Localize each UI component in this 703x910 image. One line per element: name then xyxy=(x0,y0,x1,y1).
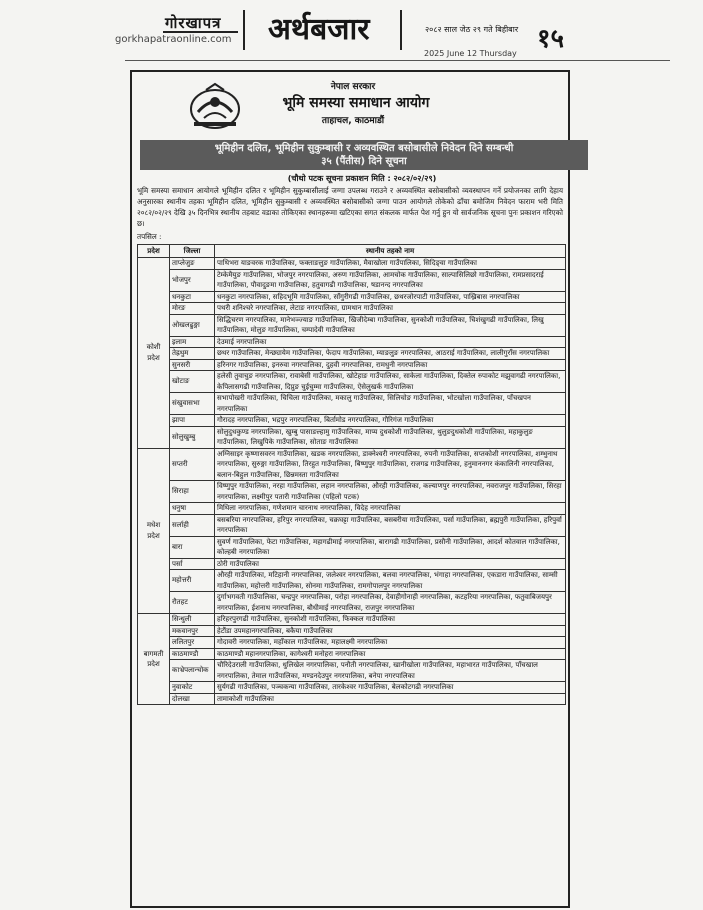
local-level-cell: धनकुटा नगरपालिका, सहिदभूमि गाउँपालिका, साँगुरीगढी गाउँपालिका, छथरजोरपाटी गाउँपालिका, पाख्रिबास नगरपालिका xyxy=(215,291,566,303)
local-level-cell: सुर्यगढी गाउँपालिका, पञ्चकन्या गाउँपालिका, तारकेश्वर गाउँपालिका, बेलकोटगढी नगरपालिका xyxy=(215,682,566,694)
table-row xyxy=(138,415,566,427)
district-cell: सर्लाही xyxy=(170,514,215,536)
local-level-cell: औरही गाउँपालिका, मटिहानी नगरपालिका, जलेश्वर नगरपालिका, बलवा नगरपालिका, भंगाहा नगरपालिका, एकडारा गाउँपालिका, साम्सी गाउँपालिका, महोत्तरी गाउँपालिका, सोनमा गाउँपालिका, रामगोपालपुर नगरपालिका xyxy=(215,570,566,592)
commission-address: ताहाचल, काठमाडौं xyxy=(321,116,385,126)
district-cell: संखुवासभा xyxy=(170,393,215,415)
district-cell: बारा xyxy=(170,536,215,558)
table-row xyxy=(138,682,566,694)
headline-line: ३५ (पैंतीस) दिने सूचना xyxy=(321,156,407,167)
local-level-cell: हलेसी तुवाचुङ नगरपालिका, रावाबेसी गाउँपालिका, खोटेहाङ गाउँपालिका, साकेला गाउँपालिका, दिक्तेल रुपाकोट मझुवागढी नगरपालिका, केपिलासगढी गाउँपालिका, दिप्रुङ चुईचुम्मा गाउँपालिका, ऐसेलुखर्क गाउँपालिका xyxy=(215,371,566,393)
headline-line: भूमिहीन दलित, भूमिहीन सुकुम्बासी र अव्यवस्थित बसोबासीले निवेदन दिने सम्बन्धी xyxy=(214,143,514,154)
column-header: जिल्ला xyxy=(170,245,215,258)
masthead-divider xyxy=(400,10,402,50)
district-cell: सुनसरी xyxy=(170,359,215,371)
district-cell: धनकुटा xyxy=(170,291,215,303)
table-row xyxy=(138,348,566,360)
table-row xyxy=(138,291,566,303)
province-cell: मधेश प्रदेश xyxy=(138,448,170,614)
newspaper-name: गोरखापत्र xyxy=(165,14,222,32)
district-cell: रौतहट xyxy=(170,592,215,614)
province-cell: बागमती प्रदेश xyxy=(138,614,170,705)
local-level-cell: सोलुदुधकुण्ड नगरपालिका, खुम्बु पासाङल्हामु गाउँपालिका, माप्य दुधकोशी गाउँपालिका, थुलुङदुधकोशी गाउँपालिका, महाकुलुङ गाउँपालिका, लिखुपिके गाउँपालिका, सोताङ गाउँपालिका xyxy=(215,426,566,448)
local-level-cell: तामाकोशी गाउँपालिका xyxy=(215,693,566,705)
local-level-cell: मिथिला नगरपालिका, गणेशमान चारनाथ नगरपालिका, विदेह नगरपालिका xyxy=(215,503,566,515)
district-cell: झापा xyxy=(170,415,215,427)
local-level-cell: सभापोखरी गाउँपालिका, चिचिला गाउँपालिका, मकालु गाउँपालिका, सिलिचोङ गाउँपालिका, भोटखोला गाउँपालिका, पाँचखपन नगरपालिका xyxy=(215,393,566,415)
local-level-cell: छथर गाउँपालिका, मेन्छ्यायेम गाउँपालिका, फेदाप गाउँपालिका, म्याङलुङ नगरपालिका, आठराई गाउँपालिका, लालीगुराँस नगरपालिका xyxy=(215,348,566,360)
district-cell: भोजपुर xyxy=(170,269,215,291)
district-cell: मकवानपुर xyxy=(170,625,215,637)
table-row xyxy=(138,336,566,348)
district-cell: महोत्तरी xyxy=(170,570,215,592)
district-cell: ताप्लेजुङ xyxy=(170,258,215,270)
table-row xyxy=(138,481,566,503)
table-row xyxy=(138,693,566,705)
table-row xyxy=(138,269,566,291)
table-row xyxy=(138,303,566,315)
table-row xyxy=(138,660,566,682)
table-row xyxy=(138,359,566,371)
newspaper-website: gorkhapatraonline.com xyxy=(115,34,232,45)
district-cell: दोलखा xyxy=(170,693,215,705)
local-levels-table xyxy=(137,244,566,705)
section-title: अर्थबजार xyxy=(268,12,370,47)
intro-paragraph: भूमि समस्या समाधान आयोगले भूमिहीन दलित र भूमिहीन सुकुम्बासीलाई जग्गा उपलब्ध गराउने र अव्यवस्थित बसोबासीको व्यवस्थापन गर्ने प्रयोजनका लागि देहाय अनुसारका स्थानीय तहका भूमिहीन दलित, भूमिहीन सुकुम्बासी र अव्यवस्थित बसोबासीको जग्गा पाउन आयोगले तोकेको ढाँचा बमोजिम निवेदन फाराम भरी मिति २०८२/०२/२९ देखि ३५ दिनभित्र स्थानीय तहबाट वडाका तोकिएका स्थानहरूमा खटिएका सगत संकलक मार्फत पेश गर्नु हुन यो सार्वजनिक सूचना पुनः प्रकाशन गरिएको छ। xyxy=(137,186,563,228)
table-row xyxy=(138,314,566,336)
district-cell: काठमाण्डौ xyxy=(170,648,215,660)
district-cell: काभ्रेपलान्चोक xyxy=(170,660,215,682)
table-row xyxy=(138,648,566,660)
table-row xyxy=(138,614,566,626)
district-cell: पर्सा xyxy=(170,558,215,570)
local-level-cell: अग्निसाइर कृष्णासवरन गाउँपालिका, खडक नगरपालिका, डाक्नेश्वरी नगरपालिका, रुपनी गाउँपालिका, सप्तकोशी नगरपालिका, शम्भुनाथ नगरपालिका, सुरुङ्गा गाउँपालिका, तिरहुत गाउँपालिका, बिष्णुपुर गाउँपालिका, राजगढ गाउँपालिका, हनुमाननगर कंकालिनी नगरपालिका, बलान-बिहुल गाउँपालिका, छिन्नमस्ता गाउँपालिका xyxy=(215,448,566,481)
masthead-rule xyxy=(125,60,670,61)
table-row xyxy=(138,393,566,415)
government-name: नेपाल सरकार xyxy=(330,82,376,92)
local-level-cell: सुवर्ण गाउँपालिका, फेटा गाउँपालिका, महागढीमाई नगरपालिका, बारागढी गाउँपालिका, प्रसौनी गाउँपालिका, आदर्श कोतवाल गाउँपालिका, कोल्हबी नगरपालिका xyxy=(215,536,566,558)
local-level-cell: देउमाई नगरपालिका xyxy=(215,336,566,348)
table-row xyxy=(138,503,566,515)
local-level-cell: बसबरिया नगरपालिका, हरिपुर नगरपालिका, चक्रघट्टा गाउँपालिका, बसबरीया गाउँपालिका, पर्सा गाउँपालिका, ब्रह्मपुरी गाउँपालिका, हरिपुर्वा नगरपालिका xyxy=(215,514,566,536)
table-row xyxy=(138,592,566,614)
schedule-label: तपसिल : xyxy=(137,232,162,241)
local-level-cell: विष्णुपुर गाउँपालिका, नरहा गाउँपालिका, लहान नगरपालिका, औरही गाउँपालिका, कल्याणपुर नगरपालिका, नवराजपुर गाउँपालिका, सिरहा नगरपालिका, लक्ष्मीपुर पतारी गाउँपालिका (पहिलो पटक) xyxy=(215,481,566,503)
district-cell: ओखलढुङ्गा xyxy=(170,314,215,336)
commission-name: भूमि समस्या समाधान आयोग xyxy=(282,95,430,111)
table-row xyxy=(138,625,566,637)
district-cell: इलाम xyxy=(170,336,215,348)
district-cell: खोटाङ xyxy=(170,371,215,393)
local-level-cell: पथरी शनिश्चरे नगरपालिका, लेटाङ नगरपालिका, ग्रामथान गाउँपालिका xyxy=(215,303,566,315)
local-level-cell: सिद्धिचरण नगरपालिका, मानेभञ्ज्याङ गाउँपालिका, खिजीदेम्बा गाउँपालिका, सुनकोशी गाउँपालिका, चिशंखुगढी गाउँपालिका, लिखु गाउँपालिका, मोलुङ गाउँपालिका, चम्पादेवी गाउँपालिका xyxy=(215,314,566,336)
district-cell: सोलुखुम्बु xyxy=(170,426,215,448)
table-row xyxy=(138,570,566,592)
district-cell: धनुषा xyxy=(170,503,215,515)
table-row xyxy=(138,448,566,481)
masthead-divider xyxy=(243,10,245,50)
district-cell: ललितपुर xyxy=(170,637,215,649)
page-number: १५ xyxy=(537,24,565,54)
district-cell: मोरङ xyxy=(170,303,215,315)
brand-rule xyxy=(163,31,238,33)
table-row xyxy=(138,426,566,448)
table-row xyxy=(138,514,566,536)
local-level-cell: गोदावरी नगरपालिका, महाँकाल गाउँपालिका, महालक्ष्मी नगरपालिका xyxy=(215,637,566,649)
date-nepali: २०८२ साल जेठ २९ गते बिहीबार xyxy=(425,25,519,34)
table-row xyxy=(138,536,566,558)
date-english: 2025 June 12 Thursday xyxy=(424,49,517,58)
district-cell: सप्तरी xyxy=(170,448,215,481)
notice-headline xyxy=(140,140,588,170)
local-level-cell: दुर्गाभगवती गाउँपालिका, चन्द्रपुर नगरपालिका, परोहा नगरपालिका, देवाहीगोनाही नगरपालिका, कटहरिया नगरपालिका, फतुवाबिजयपुर नगरपालिका, ईशनाथ नगरपालिका, बौधीमाई नगरपालिका, राजपुर नगरपालिका xyxy=(215,592,566,614)
local-level-cell: पाथिभरा याङवरक गाउँपालिका, फक्ताङलुङ गाउँपालिका, मैवाखोला गाउँपालिका, सिदिङ्वा गाउँपालिका xyxy=(215,258,566,270)
column-header: प्रदेश xyxy=(138,245,170,258)
local-level-cell: चौरिदेउराली गाउँपालिका, धुलिखेल नगरपालिका, पनौती नगरपालिका, खानीखोला गाउँपालिका, महाभारत गाउँपालिका, पाँचखाल नगरपालिका, तेमाल गाउँपालिका, मण्डनदेउपुर नगरपालिका, बनेपा नगरपालिका xyxy=(215,660,566,682)
local-level-cell: ठोरी गाउँपालिका xyxy=(215,558,566,570)
table-row xyxy=(138,258,566,270)
local-level-cell: हेटौंडा उपमहानगरपालिका, बकैया गाउँपालिका xyxy=(215,625,566,637)
district-cell: सिराहा xyxy=(170,481,215,503)
district-cell: तेह्रथुम xyxy=(170,348,215,360)
local-level-cell: हरिहरपुरगढी गाउँपालिका, सुनकोशी गाउँपालिका, फिक्कल गाउँपालिका xyxy=(215,614,566,626)
publication-date: (चौथो पटक सूचना प्रकाशन मिति : २०८२/०२/२९) xyxy=(287,174,437,183)
district-cell: सिन्धुली xyxy=(170,614,215,626)
table-row xyxy=(138,558,566,570)
government-emblem-icon xyxy=(186,82,244,132)
province-cell: कोशी प्रदेश xyxy=(138,258,170,449)
local-level-cell: गौरादह नगरपालिका, भद्रपुर नगरपालिका, बिर्तामोड नगरपालिका, गौरिगंज गाउँपालिका xyxy=(215,415,566,427)
local-level-cell: टेम्केमैयुङ गाउँपालिका, भोजपुर नगरपालिका, अरुण गाउँपालिका, आमचोक गाउँपालिका, साल्पासिलिछो गाउँपालिका, रामप्रसादराई गाउँपालिका, पौवादुङमा गाउँपालिका, हतुवागढी गाउँपालिका, षडानन्द नगरपालिका xyxy=(215,269,566,291)
table-header-row xyxy=(138,245,566,258)
table-row xyxy=(138,371,566,393)
table-body xyxy=(138,258,566,705)
local-level-cell: हरिनगर गाउँपालिका, इनरुवा नगरपालिका, दुहवी नगरपालिका, रामधुनी नगरपालिका xyxy=(215,359,566,371)
column-header: स्थानीय तहको नाम xyxy=(215,245,566,258)
district-cell: नुवाकोट xyxy=(170,682,215,694)
table-row xyxy=(138,637,566,649)
local-level-cell: काठमाण्डौ महानगरपालिका, कागेश्वरी मनोहरा नगरपालिका xyxy=(215,648,566,660)
